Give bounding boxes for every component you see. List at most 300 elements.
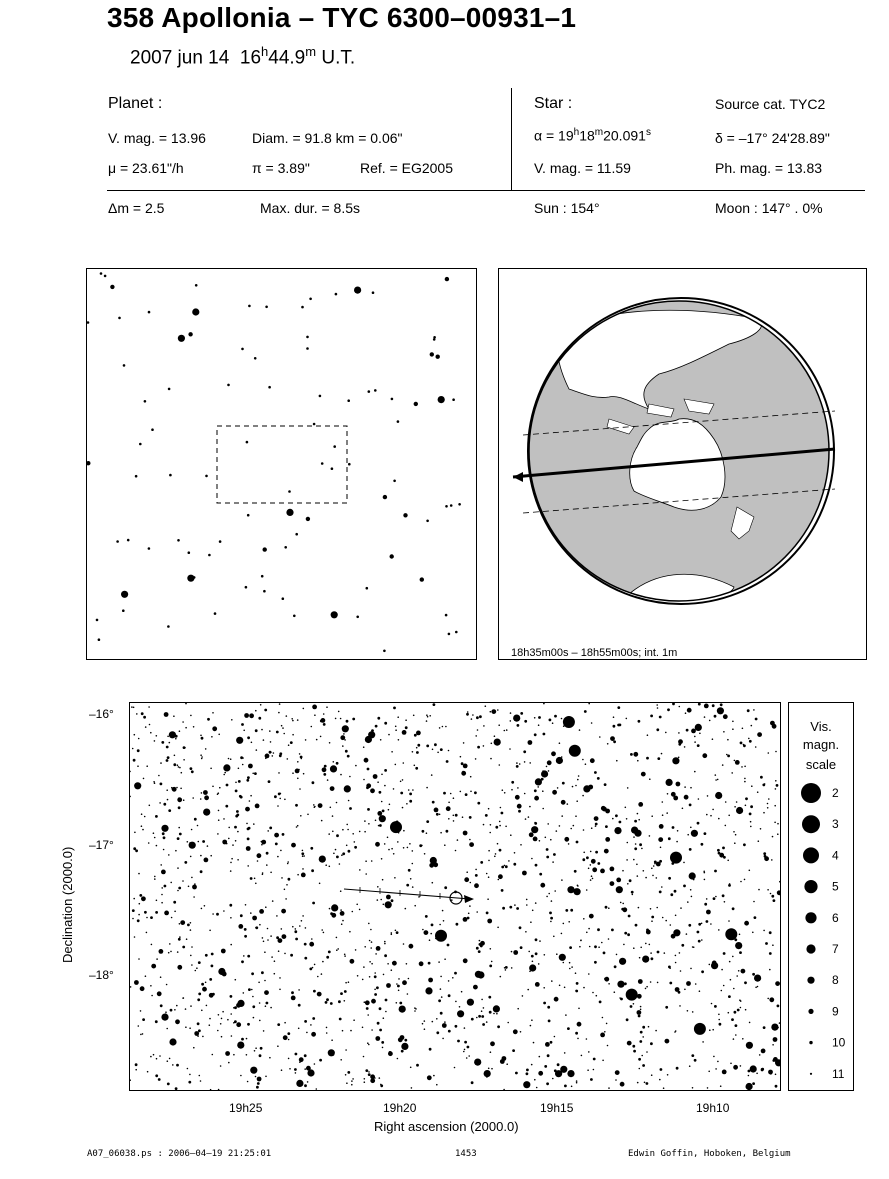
star-dot bbox=[526, 899, 528, 901]
star-dot bbox=[477, 746, 480, 749]
star-dot bbox=[389, 804, 391, 806]
star-dot bbox=[207, 718, 210, 721]
star-dot bbox=[463, 764, 468, 769]
star-dot bbox=[688, 924, 691, 927]
star-dot bbox=[87, 321, 89, 324]
star-dot bbox=[323, 932, 325, 934]
star-dot bbox=[403, 513, 407, 517]
star-dot bbox=[169, 1038, 176, 1045]
star-dot bbox=[517, 724, 520, 727]
star-dot bbox=[259, 1020, 261, 1022]
star-dot bbox=[314, 964, 316, 966]
star-dot bbox=[473, 985, 478, 990]
star-dot bbox=[302, 855, 304, 857]
star-dot bbox=[588, 973, 590, 975]
star-dot bbox=[145, 975, 147, 977]
star-dot bbox=[646, 1051, 648, 1053]
star-dot bbox=[142, 1033, 144, 1035]
star-dot bbox=[481, 1010, 483, 1012]
star-dot bbox=[665, 920, 667, 922]
star-dot bbox=[751, 725, 753, 727]
star-dot bbox=[253, 823, 255, 825]
star-dot bbox=[235, 815, 238, 818]
star-dot bbox=[511, 789, 513, 791]
star-dot bbox=[679, 1005, 681, 1007]
star-dot bbox=[686, 729, 689, 732]
star-dot bbox=[230, 917, 232, 919]
star-dot bbox=[312, 781, 315, 784]
star-dot bbox=[675, 955, 677, 957]
star-dot bbox=[470, 791, 472, 793]
star-dot bbox=[203, 790, 208, 795]
star-dot bbox=[295, 928, 297, 930]
star-dot bbox=[141, 813, 143, 815]
star-dot bbox=[418, 896, 420, 898]
star-dot bbox=[302, 868, 304, 870]
star-dot bbox=[392, 962, 394, 964]
star-dot bbox=[427, 716, 429, 718]
star-dot bbox=[166, 984, 168, 986]
star-dot bbox=[672, 757, 679, 764]
star-dot bbox=[453, 820, 455, 822]
star-dot bbox=[412, 789, 414, 791]
star-dot bbox=[760, 828, 762, 830]
star-dot bbox=[240, 1075, 242, 1077]
star-dot bbox=[306, 1032, 308, 1034]
star-dot bbox=[311, 726, 313, 728]
star-dot bbox=[749, 740, 752, 743]
star-dot bbox=[559, 825, 561, 827]
star-dot bbox=[535, 952, 538, 955]
star-dot bbox=[274, 833, 279, 838]
star-dot bbox=[160, 976, 162, 978]
star-dot bbox=[255, 926, 258, 929]
star-dot bbox=[252, 1005, 255, 1008]
star-dot bbox=[405, 726, 408, 729]
star-dot bbox=[135, 1069, 137, 1071]
star-dot bbox=[479, 715, 482, 718]
star-dot bbox=[600, 869, 605, 874]
info-divider bbox=[511, 88, 512, 190]
star-dot bbox=[657, 707, 659, 709]
star-dot bbox=[530, 1025, 532, 1027]
star-dot bbox=[472, 714, 474, 716]
star-dot bbox=[365, 860, 367, 862]
star-dot bbox=[634, 847, 637, 850]
star-dot bbox=[291, 991, 294, 994]
star-dot bbox=[608, 938, 610, 940]
star-dot bbox=[363, 966, 365, 968]
star-dot bbox=[167, 736, 169, 738]
star-dot bbox=[403, 762, 405, 764]
star-dot bbox=[734, 806, 736, 808]
star-dot bbox=[775, 788, 777, 790]
star-dot bbox=[177, 867, 179, 869]
star-dot bbox=[736, 801, 738, 803]
star-dot bbox=[561, 815, 563, 817]
star-dot bbox=[740, 881, 742, 883]
star-dot bbox=[279, 977, 281, 979]
star-dot bbox=[638, 819, 640, 821]
star-dot bbox=[151, 995, 153, 997]
star-dot bbox=[662, 801, 664, 803]
star-dot bbox=[227, 384, 230, 387]
star-dot bbox=[573, 825, 575, 827]
star-dot bbox=[550, 917, 553, 920]
star-dot bbox=[352, 718, 355, 721]
star-dot bbox=[509, 748, 511, 750]
star-dot bbox=[395, 930, 397, 932]
legend-magnitude-dot bbox=[802, 815, 820, 833]
star-dot bbox=[138, 738, 140, 740]
star-dot bbox=[571, 966, 573, 968]
star-dot bbox=[201, 983, 204, 986]
star-dot bbox=[178, 797, 180, 799]
star-dot bbox=[576, 1082, 578, 1084]
star-dot bbox=[200, 735, 202, 737]
star-dot bbox=[740, 742, 743, 745]
star-dot bbox=[393, 853, 395, 855]
star-dot bbox=[651, 916, 654, 919]
star-dot bbox=[373, 774, 378, 779]
star-dot bbox=[323, 773, 326, 776]
star-dot bbox=[631, 827, 638, 834]
star-dot bbox=[286, 509, 293, 516]
star-dot bbox=[374, 972, 376, 974]
star-dot bbox=[223, 774, 225, 776]
star-dot bbox=[198, 1029, 201, 1032]
star-dot bbox=[590, 851, 592, 853]
star-dot bbox=[773, 1037, 778, 1042]
star-dot bbox=[371, 963, 373, 965]
star-dot bbox=[711, 1003, 713, 1005]
star-dot bbox=[352, 833, 354, 835]
star-dot bbox=[720, 703, 723, 706]
star-dot bbox=[265, 906, 267, 908]
star-dot bbox=[367, 768, 370, 771]
star-dot bbox=[349, 776, 351, 778]
star-dot bbox=[519, 926, 522, 929]
star-dot bbox=[565, 1014, 567, 1016]
star-dot bbox=[504, 730, 506, 732]
star-dot bbox=[637, 1010, 642, 1015]
star-dot bbox=[410, 1067, 412, 1069]
star-dot bbox=[770, 721, 775, 726]
star-dot bbox=[426, 820, 429, 823]
star-dot bbox=[475, 869, 477, 871]
star-dot bbox=[394, 877, 396, 879]
star-dot bbox=[552, 861, 554, 863]
star-dot bbox=[528, 951, 530, 953]
star-dot bbox=[438, 999, 441, 1002]
star-dot bbox=[416, 751, 419, 754]
star-dot bbox=[656, 877, 658, 879]
star-dot bbox=[201, 792, 203, 794]
star-dot bbox=[758, 840, 760, 842]
star-dot bbox=[87, 461, 91, 465]
star-dot bbox=[683, 862, 685, 864]
star-dot bbox=[331, 611, 338, 618]
star-dot bbox=[532, 910, 534, 912]
star-dot bbox=[639, 1040, 642, 1043]
star-dot bbox=[764, 783, 766, 785]
star-dot bbox=[757, 732, 762, 737]
star-dot bbox=[424, 930, 429, 935]
star-dot bbox=[384, 943, 386, 945]
star-dot bbox=[279, 703, 281, 705]
star-dot bbox=[204, 858, 209, 863]
star-dot bbox=[470, 776, 472, 778]
star-dot bbox=[314, 714, 316, 716]
star-dot bbox=[336, 949, 338, 951]
star-dot bbox=[316, 739, 318, 741]
star-dot bbox=[497, 927, 499, 929]
star-dot bbox=[445, 726, 447, 728]
star-dot bbox=[272, 900, 274, 902]
star-dot bbox=[539, 840, 541, 842]
star-dot bbox=[442, 1023, 447, 1028]
star-dot bbox=[192, 885, 197, 890]
star-dot bbox=[463, 742, 465, 744]
star-dot bbox=[475, 874, 478, 877]
star-dot bbox=[445, 505, 448, 508]
star-dot bbox=[694, 771, 696, 773]
star-dot bbox=[154, 740, 156, 742]
star-dot bbox=[639, 957, 641, 959]
star-dot bbox=[201, 908, 203, 910]
star-dot bbox=[368, 823, 370, 825]
legend-magnitude-label: 8 bbox=[832, 973, 839, 988]
star-dot bbox=[246, 1054, 248, 1056]
star-dot bbox=[303, 773, 305, 775]
star-dot bbox=[464, 1049, 466, 1051]
star-dot bbox=[348, 463, 351, 466]
star-dot bbox=[584, 710, 587, 713]
star-dot bbox=[397, 420, 400, 423]
star-dot bbox=[170, 1009, 173, 1012]
star-dot bbox=[676, 1067, 679, 1070]
star-dot bbox=[260, 1047, 263, 1050]
star-dot bbox=[527, 989, 529, 991]
star-dot bbox=[350, 959, 355, 964]
star-dot bbox=[642, 956, 649, 963]
star-right-ascension: $\alpha = 19^h18^m20.091^s$ bbox=[534, 127, 651, 144]
star-dot bbox=[649, 778, 651, 780]
star-dot bbox=[666, 812, 668, 814]
star-dot bbox=[377, 811, 382, 816]
star-dot bbox=[233, 1054, 235, 1056]
star-dot bbox=[133, 847, 136, 850]
star-dot bbox=[169, 1058, 171, 1060]
star-dot bbox=[666, 779, 673, 786]
star-dot bbox=[197, 1022, 200, 1025]
star-dot bbox=[734, 1011, 737, 1014]
star-dot bbox=[244, 935, 247, 938]
star-dot bbox=[513, 950, 518, 955]
star-dot bbox=[400, 792, 403, 795]
star-dot bbox=[96, 619, 99, 622]
star-dot bbox=[251, 742, 253, 744]
star-dot bbox=[236, 810, 239, 813]
star-dot bbox=[281, 928, 283, 930]
star-dot bbox=[545, 1042, 550, 1047]
star-dot bbox=[744, 766, 746, 768]
star-dot bbox=[264, 980, 266, 982]
star-dot bbox=[257, 860, 259, 862]
star-dot bbox=[694, 1059, 697, 1062]
star-dot bbox=[536, 1087, 538, 1089]
star-dot bbox=[212, 993, 215, 996]
star-dot bbox=[774, 805, 776, 807]
star-dot bbox=[163, 803, 166, 806]
star-dot bbox=[691, 1054, 694, 1057]
star-dot bbox=[328, 951, 331, 954]
star-dot bbox=[535, 982, 540, 987]
star-dot bbox=[294, 930, 297, 933]
star-dot bbox=[529, 762, 531, 764]
star-dot bbox=[327, 779, 329, 781]
star-dot bbox=[164, 911, 169, 916]
star-dot bbox=[638, 1058, 641, 1061]
star-dot bbox=[321, 462, 324, 465]
star-dot bbox=[345, 750, 348, 753]
star-dot bbox=[534, 717, 536, 719]
star-dot bbox=[356, 904, 358, 906]
star-dot bbox=[264, 709, 267, 712]
star-dot bbox=[770, 893, 772, 895]
star-dot bbox=[190, 1005, 192, 1007]
star-dot bbox=[393, 788, 395, 790]
star-dot bbox=[620, 1082, 625, 1087]
star-dot bbox=[247, 955, 250, 958]
star-dot bbox=[563, 716, 575, 728]
star-dot bbox=[606, 1023, 608, 1025]
star-dot bbox=[534, 1079, 536, 1081]
star-dot bbox=[444, 886, 447, 889]
legend-title-line: Vis. bbox=[810, 719, 832, 734]
star-dot bbox=[399, 1002, 402, 1005]
star-dot bbox=[448, 980, 450, 982]
star-dot bbox=[412, 863, 414, 865]
star-dot bbox=[708, 1071, 710, 1073]
star-dot bbox=[297, 761, 299, 763]
star-dot bbox=[450, 504, 453, 507]
footer-page-number: 1453 bbox=[455, 1149, 477, 1159]
star-dot bbox=[297, 874, 299, 876]
star-dot bbox=[248, 988, 251, 991]
star-dot bbox=[487, 919, 492, 924]
event-hours: 16 bbox=[239, 47, 262, 69]
star-dot bbox=[187, 924, 190, 927]
star-dot bbox=[165, 1011, 167, 1013]
star-dot bbox=[734, 760, 736, 762]
star-dot bbox=[553, 853, 556, 856]
star-dot bbox=[161, 894, 163, 896]
star-dot bbox=[582, 795, 584, 797]
star-dot bbox=[331, 904, 338, 911]
star-dot bbox=[444, 958, 446, 960]
star-dot bbox=[728, 920, 730, 922]
star-dot bbox=[577, 779, 579, 781]
star-dot bbox=[740, 1007, 742, 1009]
star-dot bbox=[185, 703, 187, 704]
star-dot bbox=[372, 291, 375, 294]
star-dot bbox=[411, 1087, 413, 1089]
star-dot bbox=[692, 946, 694, 948]
star-dot bbox=[261, 971, 264, 974]
star-dot bbox=[127, 539, 130, 542]
planet-diameter: Diam. = 91.8 km = 0.06" bbox=[252, 130, 403, 146]
event-timescale: U.T. bbox=[321, 47, 356, 69]
star-dot bbox=[243, 955, 245, 957]
star-dot bbox=[722, 847, 725, 850]
star-dot bbox=[200, 798, 202, 800]
star-dot bbox=[772, 944, 774, 946]
star-dot bbox=[363, 1056, 365, 1058]
star-dot bbox=[223, 764, 230, 771]
star-dot bbox=[242, 764, 244, 766]
star-dot bbox=[209, 1024, 211, 1026]
star-dot bbox=[763, 1026, 766, 1029]
star-dot bbox=[675, 915, 677, 917]
star-dot bbox=[602, 807, 607, 812]
star-dot bbox=[130, 796, 131, 798]
star-dot bbox=[230, 995, 233, 998]
star-dot bbox=[448, 994, 451, 997]
star-dot bbox=[393, 707, 396, 710]
star-dot bbox=[567, 886, 574, 893]
star-dot bbox=[178, 887, 181, 890]
star-dot bbox=[590, 864, 592, 866]
star-dot bbox=[662, 917, 664, 919]
star-dot bbox=[383, 650, 386, 653]
star-dot bbox=[570, 909, 573, 912]
star-dot bbox=[379, 791, 382, 794]
star-dot bbox=[251, 989, 253, 991]
star-dot bbox=[387, 963, 389, 965]
star-dot bbox=[368, 1073, 371, 1076]
star-dot bbox=[276, 731, 279, 734]
star-dot bbox=[221, 1018, 223, 1020]
star-dot bbox=[589, 946, 591, 948]
star-dot bbox=[491, 743, 493, 745]
star-dot bbox=[675, 962, 677, 964]
star-dot bbox=[231, 858, 233, 860]
star-dot bbox=[743, 843, 746, 846]
star-dot bbox=[427, 1075, 432, 1080]
star-dot bbox=[173, 901, 176, 904]
star-dot bbox=[396, 1002, 398, 1004]
star-dot bbox=[690, 787, 692, 789]
star-dot bbox=[277, 805, 279, 807]
star-dot bbox=[173, 763, 176, 766]
star-dot bbox=[627, 787, 629, 789]
star-dot bbox=[459, 1006, 461, 1008]
star-dot bbox=[328, 1049, 335, 1056]
star-dot bbox=[270, 872, 272, 874]
star-dot bbox=[191, 964, 193, 966]
star-dot bbox=[546, 856, 549, 859]
star-dot bbox=[656, 728, 659, 731]
star-dot bbox=[419, 844, 422, 847]
star-dot bbox=[244, 713, 249, 718]
star-dot bbox=[605, 906, 608, 909]
star-dot bbox=[229, 904, 232, 907]
star-dot bbox=[490, 758, 492, 760]
star-dot bbox=[444, 1021, 446, 1023]
star-dot bbox=[659, 1079, 661, 1081]
star-dot bbox=[651, 1074, 653, 1076]
